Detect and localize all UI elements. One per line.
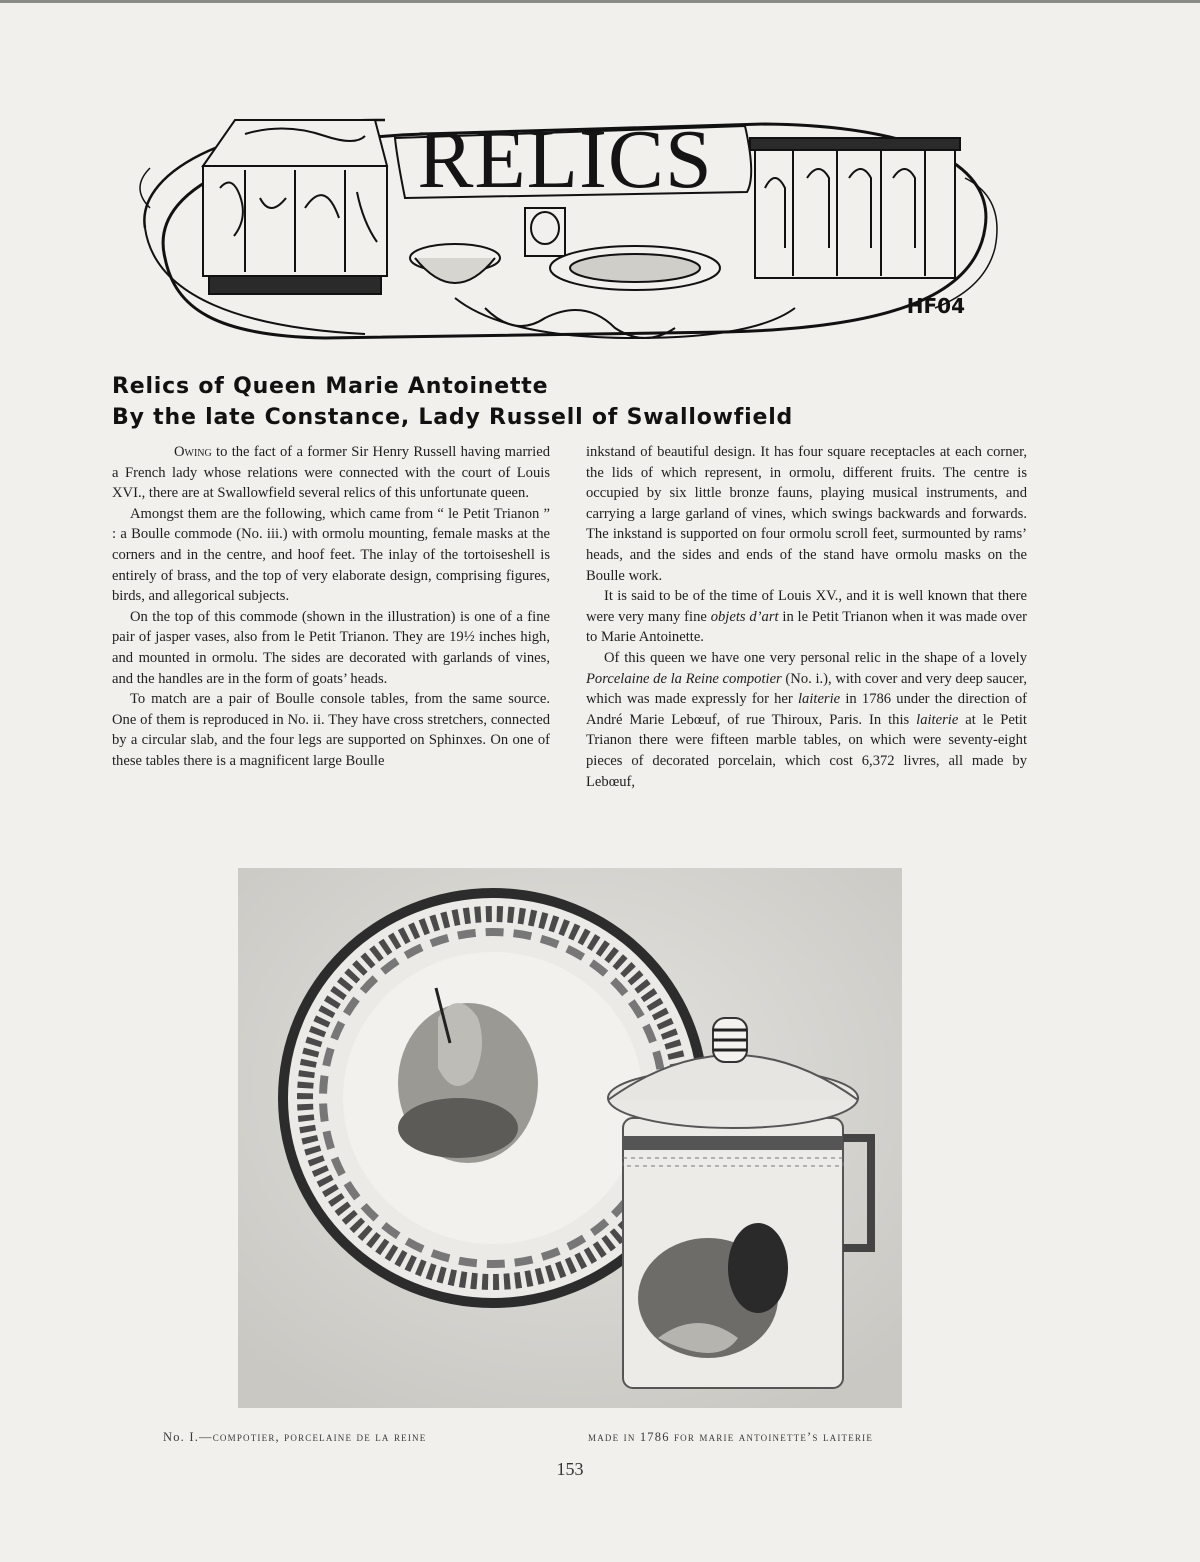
banner-drawing (125, 108, 1005, 348)
italic-term: Porcelaine de la Reine compotier (586, 670, 782, 687)
paragraph (586, 648, 1027, 792)
caption-text: —compotier, porcelaine de la reine (199, 1430, 427, 1444)
paragraph-text: in le Petit Trianon when it was made over to Marie Antoinette. (586, 608, 1027, 646)
opening-word: Owing (174, 444, 212, 460)
banner-title: RELICS (417, 113, 713, 206)
italic-term: laiterie (916, 711, 959, 728)
figure-caption-right: made in 1786 for marie antoinette’s laiterie (588, 1430, 874, 1444)
paragraph: To match are a pair of Boulle console tables, from the same source. One of them is reproduced in No. ii. They have cross stretchers, connected by a circular slab, and the four legs are supported on Sphinxes. On one of these tables there is a magnificent large Boulle (112, 691, 550, 769)
top-rule (0, 0, 1200, 3)
paragraph-text: Of this queen we have one very personal relic in the shape of a lovely (604, 649, 1027, 666)
paragraph-text: at le Petit Trianon there were fifteen marble tables, on which were seventy-eight pieces of decorated porcelain, which cost 6,372 livres, all made by Lebœuf, (586, 711, 1027, 790)
figure-caption-left (163, 1430, 426, 1445)
italic-term: objets d’art (710, 608, 779, 625)
paragraph-text: (No. i.), with cover and very deep saucer, which was made expressly for her (586, 670, 1027, 708)
relics-banner-illustration (125, 108, 1005, 348)
figure-number: No. I. (163, 1430, 200, 1444)
compotier-photograph (238, 868, 902, 1408)
article-column-right (586, 442, 1027, 792)
paragraph: On the top of this commode (shown in the illustration) is one of a fine pair of jasper vases, also from le Petit Trianon. They are 19½ inches high, and mounted in ormolu. The sides are decorated with garlands of vines, and the handles are in the form of goats’ heads. (112, 608, 550, 687)
paragraph-text: It is said to be of the time of Louis XV., and it is well known that there were very many fine (586, 588, 1027, 625)
compotier-drawing (238, 868, 902, 1408)
article-column-left (112, 442, 550, 772)
headline-title: Relics of Queen Marie Antoinette (112, 374, 549, 399)
italic-term: laiterie (797, 691, 841, 708)
paragraph: Amongst them are the following, which came from “ le Petit Trianon ” : a Boulle commode (No. iii.) with ormolu mounting, female masks at the corners and in the centre, and hoof feet. The inlay of the tortoiseshell is entirely of brass, and the top of very elaborate design, comprising figures, birds, and allegorical subjects. (112, 505, 550, 605)
paragraph (112, 442, 550, 504)
artist-monogram: HF04 (906, 294, 965, 318)
paragraph: inkstand of beautiful design. It has four square receptacles at each corner, the lids of which represent, in ormolu, different fruits. The centre is occupied by six little bronze fauns, playing musical instruments, and carrying a large garland of vines, which swings backwards and forwards. The inkstand is supported on four ormolu scroll feet, surmounted by rams’ heads, and the sides and ends of the stand have ormolu masks on the Boulle work. (586, 444, 1027, 584)
paragraph-text: to the fact of a former Sir Henry Russell having married a French lady whose relations were connected with the court of Louis XVI., there are at Swallowfield several relics of this unfortunate queen. (112, 444, 550, 502)
article-headline (112, 371, 1012, 433)
headline-byline: By the late Constance, Lady Russell of Swallowfield (112, 405, 794, 430)
page-number: 153 (556, 1459, 584, 1479)
paragraph (586, 586, 1027, 648)
paragraph-text: in 1786 under the direction of André Marie Lebœuf, of rue Thiroux, Paris. In this (586, 691, 1028, 728)
